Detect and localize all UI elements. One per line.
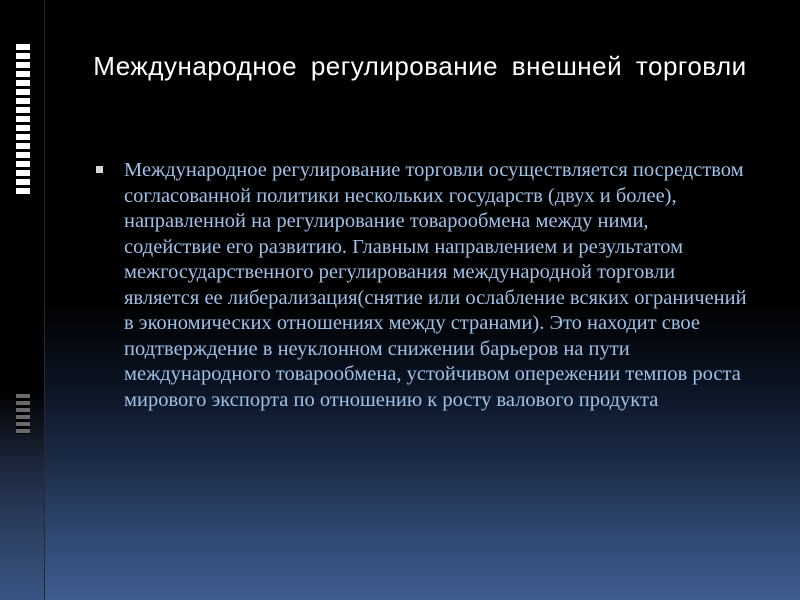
slide-title: Международное регулирование внешней торговли bbox=[93, 51, 747, 81]
decor-bars bbox=[16, 14, 30, 590]
slide-content bbox=[100, 158, 750, 413]
decor-bar-gray bbox=[16, 394, 30, 434]
bullet-marker bbox=[96, 166, 103, 173]
decor-bar-white bbox=[16, 44, 30, 194]
left-decor-stripe bbox=[0, 0, 45, 600]
body-paragraph: Международное регулирование торговли осуществляется посредством согласованной политики нескольких государств (двух и более), направленной на регулирование товарообмена между ними, содействие его развитию. Главным направлением и результатом межгосударственного регулирования международной торговли является ее либерализация(снятие или ослабление всяких ограничений в экономических отношениях между странами). Это находит свое подтверждение в неуклонном снижении барьеров на пути международного товарообмена, устойчивом опережении темпов роста мирового экспорта по отношению к росту валового продукта bbox=[124, 159, 747, 411]
